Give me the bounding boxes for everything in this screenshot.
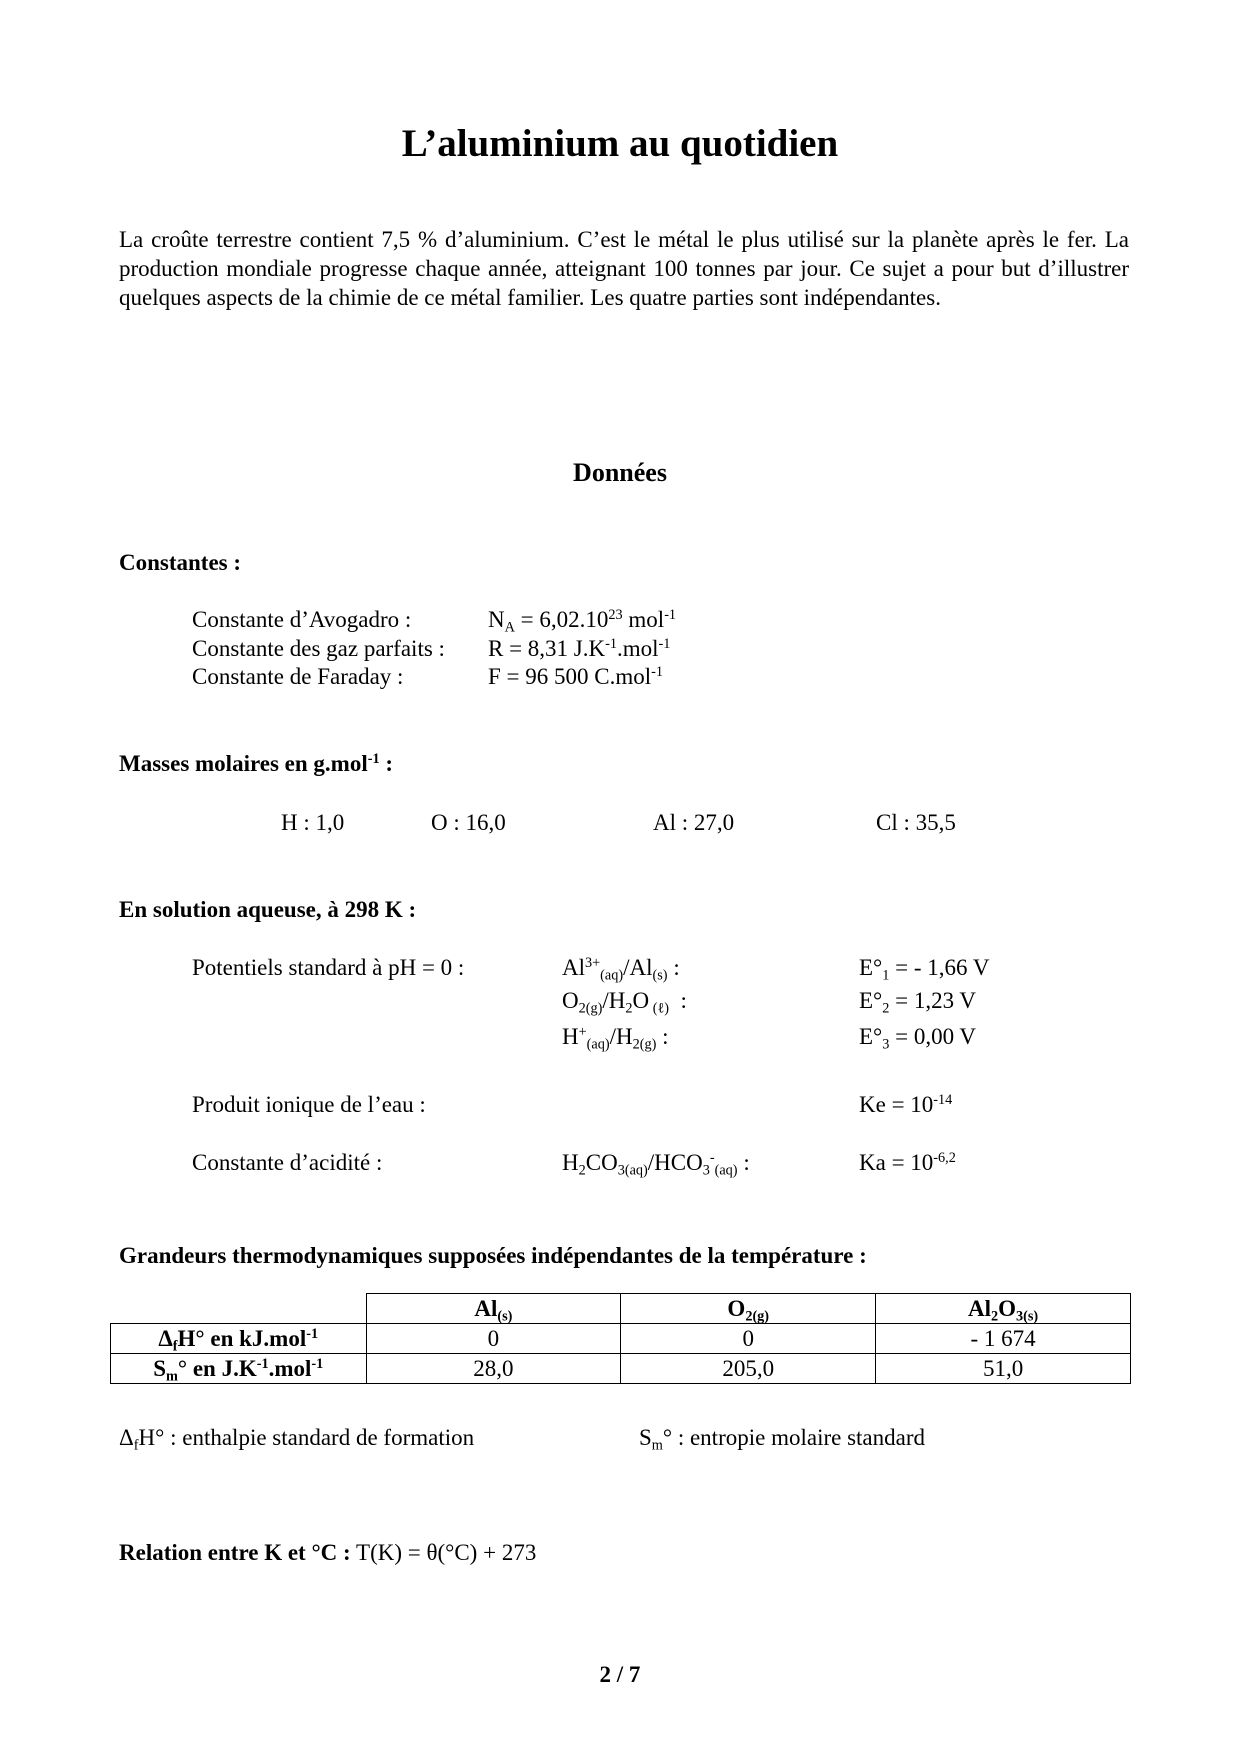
relation-line: Relation entre K et °C : T(K) = θ(°C) + 273: [119, 1540, 537, 1565]
donnees-heading: Données: [573, 458, 667, 487]
intro-paragraph: La croûte terrestre contient 7,5 % d’aluminium. C’est le métal le plus utilisé sur la planète après le fer. La production mondiale progresse chaque année, atteignant 100 tonnes par jour. Ce sujet a pour but d’illustrer quelques aspects de la chimie de ce métal familier. Les quatre parties sont indépendantes.: [119, 227, 1129, 310]
table-cell: - 1 674: [876, 1324, 1131, 1354]
col-head-al: $Al_{(s)}$: [366, 1294, 621, 1324]
ka-couple: $H_2CO_{3(aq)}/HCO_3^-_{(aq)}$ :: [562, 1150, 750, 1179]
thermo-heading: Grandeurs thermodynamiques supposées indépendantes de la température :: [119, 1243, 867, 1268]
couple-h: $H^+_{(aq)}/H_{2(g)}$ :: [562, 1024, 669, 1053]
couple-o2: $O_{2(g)}/H_2O$ $_{(\ell)}$ :: [562, 988, 687, 1017]
masse-al: Al : 27,0: [653, 810, 735, 835]
table-row: [111, 1324, 1131, 1354]
potentiel-e1: $E^\circ_1$ = - 1,66 V: [859, 955, 990, 984]
page-number: 2 / 7: [599, 1662, 641, 1687]
potentiel-e2: $E^\circ_2 = 1,23$ V: [859, 988, 977, 1017]
table-corner-cell: [111, 1294, 367, 1324]
table-cell: 51,0: [876, 1354, 1131, 1384]
table-cell: 28,0: [366, 1354, 621, 1384]
col-head-o2: $O_{2(g)}$: [621, 1294, 876, 1324]
ke-label: Produit ionique de l’eau :: [192, 1092, 426, 1117]
constante-avogadro-value: $N_A = 6,02.10^{23}$ mol$^{-1}$: [488, 607, 677, 636]
masses-heading: Masses molaires en g.mol$^{-1}$ :: [119, 751, 394, 776]
solution-heading: En solution aqueuse, à 298 K :: [119, 897, 417, 922]
legend-entropie: $S_m^\circ$ : entropie molaire standard: [639, 1425, 925, 1454]
potentiel-e3: $E^\circ_3 = 0,00$ V: [859, 1024, 977, 1053]
table-cell: 205,0: [621, 1354, 876, 1384]
ka-label: Constante d’acidité :: [192, 1150, 383, 1175]
ka-value: $Ka = 10^{-6,2}$: [859, 1150, 956, 1175]
constante-gaz-label: Constante des gaz parfaits :: [192, 636, 445, 661]
constante-avogadro-label: Constante d’Avogadro :: [192, 607, 412, 632]
thermo-table: [110, 1293, 1131, 1384]
constantes-heading: Constantes :: [119, 550, 242, 575]
col-head-al2o3: $Al_2O_{3(s)}$: [876, 1294, 1131, 1324]
legend-enthalpie: $\Delta_fH^\circ$ : enthalpie standard de formation: [119, 1425, 475, 1454]
page-title: L’aluminium au quotidien: [401, 122, 839, 165]
constante-gaz-value: R = 8,31 $J.K^{-1}.mol^{-1}$: [488, 636, 671, 661]
masse-cl: Cl : 35,5: [876, 810, 956, 835]
constante-faraday-value: F = 96 500 C.mol$^{-1}$: [488, 664, 664, 689]
row-label-entropie: $S_m^\circ$ en $J.K^{-1}.mol^{-1}$: [111, 1354, 367, 1384]
ke-value: $Ke = 10^{-14}$: [859, 1092, 953, 1117]
potentiels-label: Potentiels standard à pH = 0 :: [192, 955, 465, 980]
row-label-enthalpie: $\Delta_fH^\circ$ en kJ.mol$^{-1}$: [111, 1324, 367, 1354]
couple-al: $Al^{3+}_{(aq)}/Al_{(s)}$ :: [562, 955, 680, 984]
masse-h: H : 1,0: [281, 810, 345, 835]
table-cell: 0: [366, 1324, 621, 1354]
table-header-row: [111, 1294, 1131, 1324]
constante-faraday-label: Constante de Faraday :: [192, 664, 404, 689]
table-cell: 0: [621, 1324, 876, 1354]
masse-o: O : 16,0: [431, 810, 506, 835]
table-row: [111, 1354, 1131, 1384]
